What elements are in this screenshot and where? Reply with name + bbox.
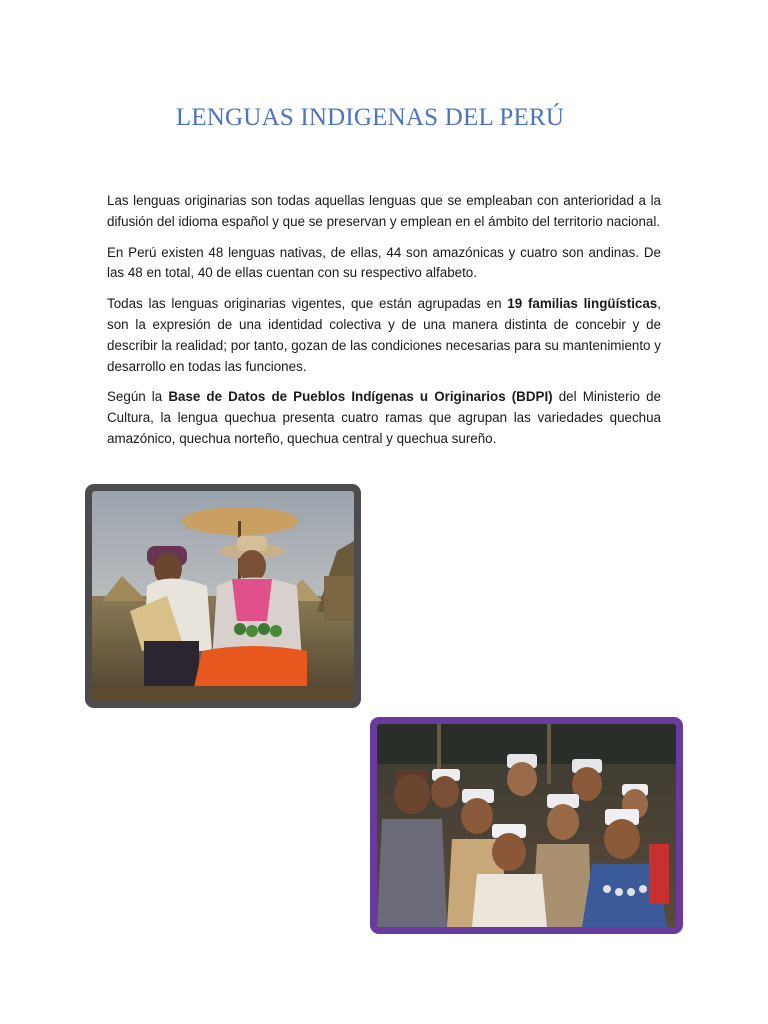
paragraph-3-bold: 19 familias lingüísticas — [507, 296, 658, 312]
paragraph-1: Las lenguas originarias son todas aquellas lenguas que se empleaban con anterioridad a la difusión del idioma español y que se preservan y emplean en el ámbito del territorio nacional. — [107, 193, 661, 229]
page-title: LENGUAS INDIGENAS DEL PERÚ — [175, 104, 565, 131]
photo-uros-women — [85, 484, 361, 708]
paragraph-3 — [107, 294, 661, 377]
paragraph-4-bold: Base de Datos de Pueblos Indígenas u Originarios (BDPI) — [168, 389, 553, 405]
paragraph-3-text-a: Todas las lenguas originarias vigentes, que están agrupadas en — [107, 296, 508, 312]
paragraph-3-text-b: , son la expresión de una identidad colectiva y de una manera distinta de concebir y de describir la realidad; por tanto, gozan de las condiciones necesarias para su mantenimiento y desarrollo en todas las funciones. — [107, 296, 661, 374]
photo-amazon-children-image — [377, 724, 676, 927]
photo-amazon-children — [370, 717, 683, 934]
paragraph-4-text-a: Según la — [107, 389, 169, 405]
document-body — [107, 191, 661, 460]
photo-uros-women-image — [92, 491, 354, 701]
paragraph-4-text-b: del Ministerio de Cultura, la lengua quechua presenta cuatro ramas que agrupan las variedades quechua amazónico, quechua norteño, quechua central y quechua sureño. — [107, 389, 661, 446]
paragraph-2: En Perú existen 48 lenguas nativas, de ellas, 44 son amazónicas y cuatro son andinas. De las 48 en total, 40 de ellas cuentan con su respectivo alfabeto. — [107, 244, 661, 281]
paragraph-4 — [107, 387, 661, 449]
